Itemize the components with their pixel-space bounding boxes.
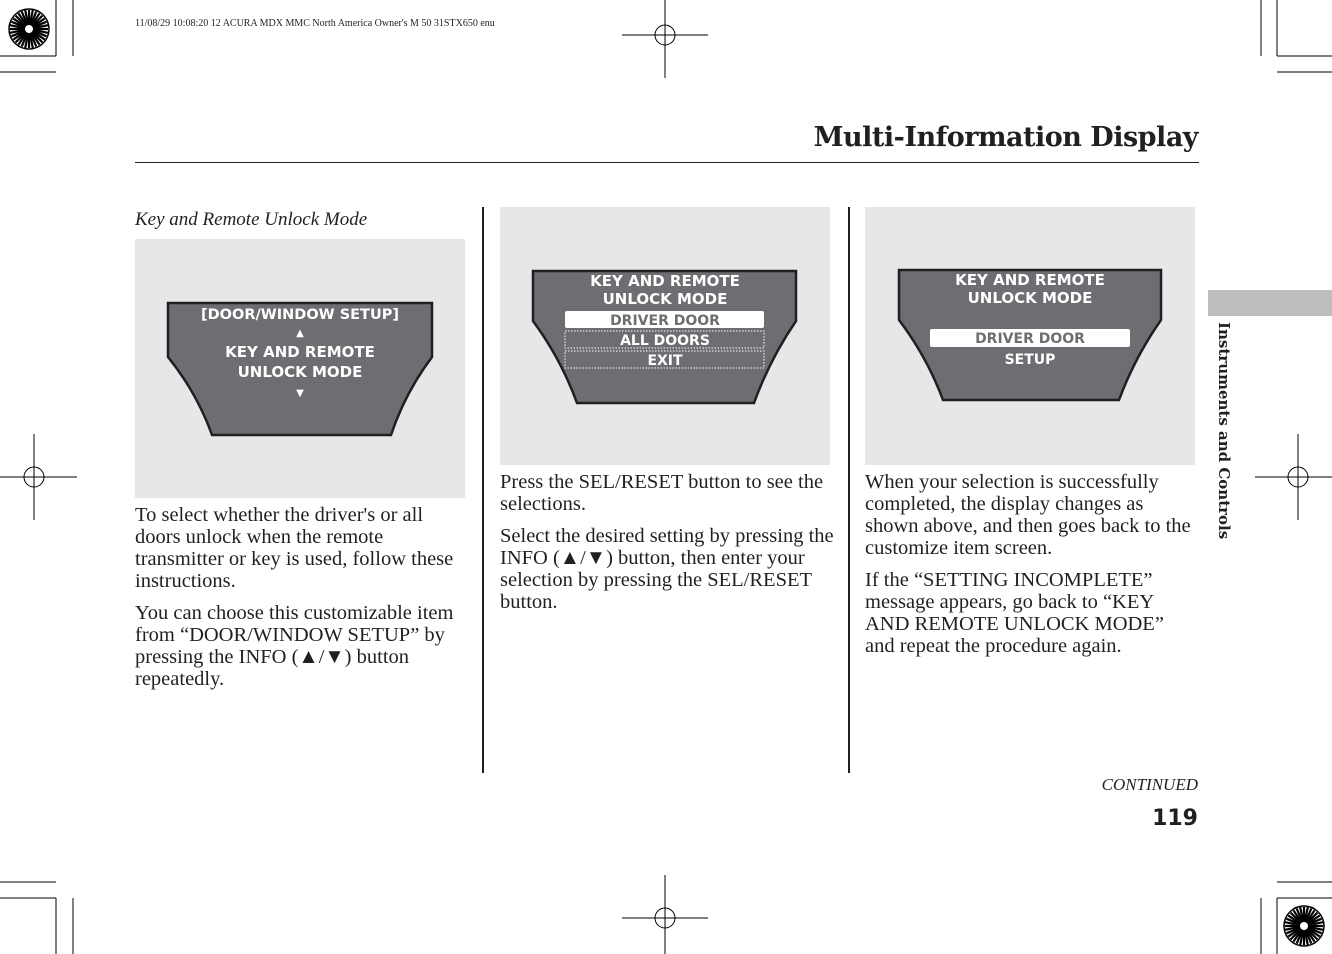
column-divider-1: [482, 207, 484, 773]
section-tab-text: Instruments and Controls: [1215, 322, 1233, 540]
option-all-doors: ALL DOORS: [620, 333, 710, 349]
display-menu-header: [DOOR/WINDOW SETUP]: [201, 307, 399, 323]
column-divider-2: [848, 207, 850, 773]
display-down-arrow-icon: ▼: [296, 388, 304, 399]
display-figure-selection-list: [500, 207, 830, 465]
paragraph: When your selection is successfully completed, the display changes as shown above, and then goes back to the customize item screen.: [865, 471, 1191, 559]
display-figure-setup-complete: [865, 207, 1195, 465]
paragraph: Select the desired setting by pressing the INFO (▲/▼) button, then enter your selection by pressing the SEL/RESET button.: [500, 525, 834, 613]
display-figure-setup-menu: [135, 239, 465, 498]
paragraph: To select whether the driver's or all doors unlock when the remote transmitter or key is used, follow these instructions.: [135, 504, 454, 592]
paragraph: If the “SETTING INCOMPLETE” message appears, go back to “KEY AND REMOTE UNLOCK MODE” and repeat the procedure again.: [865, 569, 1164, 657]
display-line-2: UNLOCK MODE: [237, 363, 363, 381]
section-tab-label: [1209, 322, 1235, 540]
title-rule: [135, 162, 1199, 163]
page-number: 119: [1152, 806, 1198, 831]
display-line-2: UNLOCK MODE: [967, 289, 1093, 307]
display-up-arrow-icon: ▲: [296, 328, 304, 339]
figure-caption: Key and Remote Unlock Mode: [135, 209, 368, 230]
paragraph: You can choose this customizable item from “DOOR/WINDOW SETUP” by pressing the INFO (▲/▼) button repeatedly.: [135, 602, 454, 690]
column-3-text: [865, 471, 1195, 667]
display-line-1: KEY AND REMOTE: [225, 343, 375, 361]
continued-label: CONTINUED: [1101, 775, 1198, 794]
paragraph: Press the SEL/RESET button to see the selections.: [500, 471, 824, 515]
multi-info-display-screen: [135, 239, 465, 498]
section-tab-marker: [1208, 290, 1332, 316]
display-line-1: KEY AND REMOTE: [955, 271, 1105, 289]
option-exit: EXIT: [647, 353, 683, 369]
setup-status: SETUP: [1004, 352, 1056, 368]
option-driver-door: DRIVER DOOR: [610, 313, 720, 329]
multi-info-display-screen: [865, 207, 1195, 465]
display-line-2: UNLOCK MODE: [602, 290, 728, 308]
display-line-1: KEY AND REMOTE: [590, 272, 740, 290]
print-job-header: 11/08/29 10:08:20 12 ACURA MDX MMC North America Owner's M 50 31STX650 enu: [135, 18, 495, 29]
page-title: Multi-Information Display: [813, 122, 1198, 153]
multi-info-display-screen: [500, 207, 830, 465]
column-2-text: [500, 471, 836, 623]
selected-option: DRIVER DOOR: [975, 331, 1085, 347]
column-1-text: [135, 504, 465, 700]
